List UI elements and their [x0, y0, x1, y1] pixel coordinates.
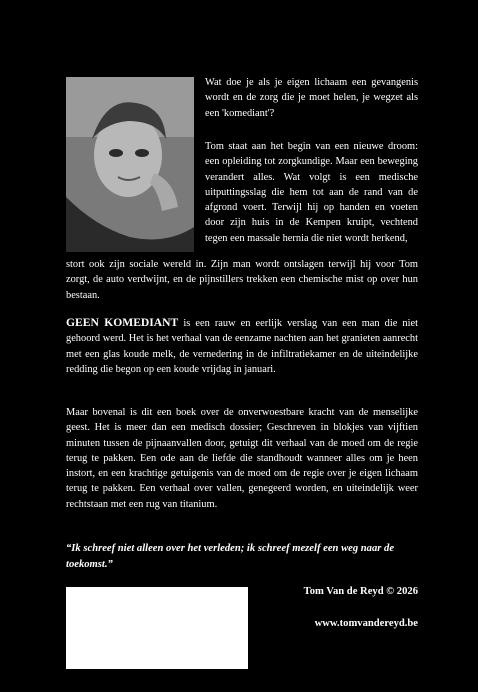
book-title: GEEN KOMEDIANT: [66, 316, 179, 329]
author-quote: “Ik schreef niet alleen over het verleden; ik schreef mezelf een weg naar de toekomst.”: [66, 543, 395, 570]
website-link[interactable]: www.tomvandereyd.be: [314, 618, 418, 629]
intro-question: Wat doe je als je eigen lichaam een gevangenis wordt en de zorg die je moet helen, je wegzet als een 'komediant'?: [205, 77, 418, 119]
paragraph-story-top: Tom staat aan het begin van een nieuwe droom: een opleiding tot zorgkundige. Maar een beweging verandert alles. Wat volgt is een medische uitputtingsslag die hem tot aan de rand van de afgrond voert. Terwijl hij op handen en voeten door zijn huis in de Kempen kruipt, vechtend tegen een massale hernia die niet wordt herkend,: [205, 141, 418, 244]
barcode-placeholder: [66, 587, 248, 669]
author-photo: [66, 77, 194, 252]
paragraph-summary-text: is een rauw en eerlijk verslag van een man die niet gehoord werd. Het is het verhaal van de eenzame nachten aan het granieten aanrecht met een glas koude melk, de vernedering in de infiltratiekamer en de uiteindelijke redding die begon op een koude vrijdag in januari.: [66, 318, 418, 375]
paragraph-themes: Maar bovenal is dit een boek over de onverwoestbare kracht van de menselijke geest. Het is meer dan een medisch dossier; Geschreven in blokjes van vijftien minuten tussen de pijnaanvallen door, getuigt dit verhaal van de moed om de regie terug te pakken. Een ode aan de liefde die standhoudt wanneer alles om je heen instort, en een krachtige getuigenis van de moed om de regie over je eigen lichaam terug te pakken. Een verhaal over vallen, genegeerd worden, en uiteindelijk weer rechtstaan met een rug van titanium.: [66, 407, 418, 510]
paragraph-story-bottom: stort ook zijn sociale wereld in. Zijn man wordt ontslagen terwijl hij voor Tom zorgt, de auto verdwijnt, en de pijnstillers trekken een chemische mist op over hun bestaan.: [66, 259, 418, 301]
copyright-line: Tom Van de Reyd © 2026: [303, 586, 418, 597]
paragraph-summary: [66, 315, 418, 377]
